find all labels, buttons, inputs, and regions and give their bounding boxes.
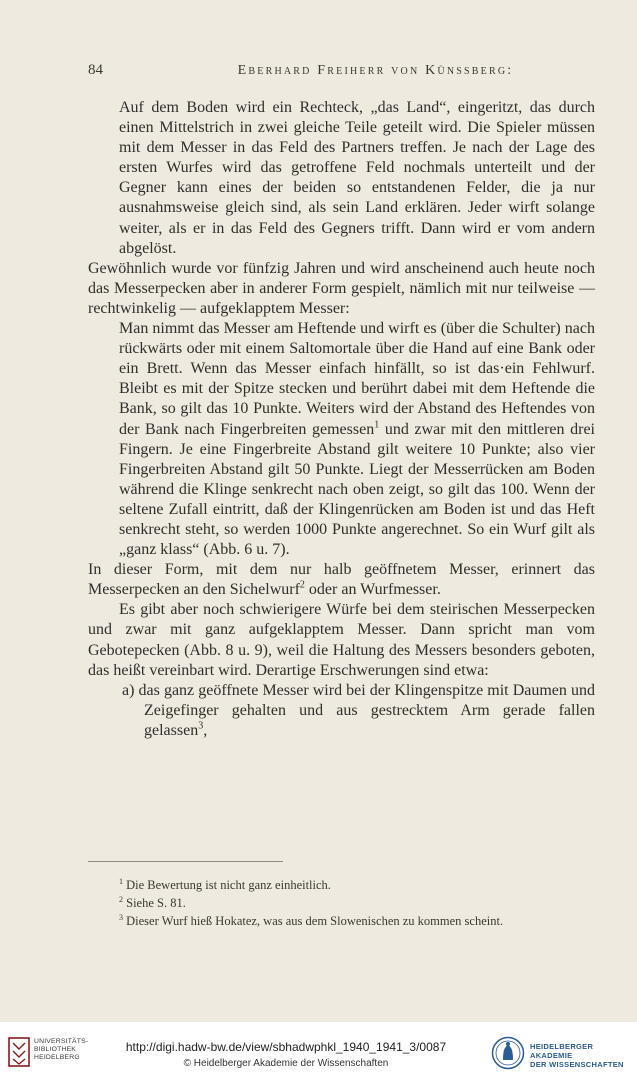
academy-name: HEIDELBERGER AKADEMIE DER WISSENSCHAFTEN bbox=[530, 1042, 624, 1069]
copyright-notice: © Heidelberger Akademie der Wissenschaften bbox=[183, 1058, 389, 1069]
paragraph-rules: Auf dem Boden wird ein Rechteck, „das Land“, eingeritzt, das durch einen Mittelstrich in zwei gleiche Teile geteilt wird. Die Spieler müssen mit dem Messer in das Feld des Partners treffen. Je nach der Lage des ersten Wurfes wird das getroffene Feld nochmals unterteilt und der Gegner kann eines der beiden so entstandenen Felder, die ja nur ausnahmsweise gleich sind, als sein Land erklären. Jeder wirft solange weiter, als er in das Feld des Gegners trifft. Dann wird er vom andern abgelöst. bbox=[119, 99, 595, 257]
paragraph-gebotepecken: Es gibt aber noch schwierigere Würfe bei dem steirischen Messerpecken und zwar mit ganz aufgeklapptem Messer. Dann spricht man vom Gebotepecken (Abb. 8 u. 9), weil die Haltung des Messers besonders geboten, das heißt vereinbart wird. Derartige Erschwerungen sind etwa: bbox=[88, 601, 595, 679]
footnote-ref-2[interactable]: 2 bbox=[299, 579, 305, 591]
paragraph-scoring: Man nimmt das Messer am Heftende und wirft es (über die Schulter) nach rückwärts oder mit einem Saltomortale über die Hand auf eine Bank oder ein Brett. Wenn das Messer einfach hinfällt, so ist das·ein Fehlwurf. Bleibt es mit der Spitze stecken und berührt dabei mit dem Heftende die Bank, so gilt das 10 Punkte. Weiters wird der Abstand des Heftendes von der Bank nach Fingerbreiten gemessen$^1$ und zwar mit den mittleren drei Fingern. Je eine Fingerbreite Abstand gilt weitere 10 Punkte; also vier Fingerbreiten Abstand gilt 50 Punkte. Liegt der Messerrücken am Boden während die Klinge senkrecht nach oben zeigt, so gilt das 100. Wenn der seltene Zufall eintritt, daß der Klingenrücken am Boden ist und das Heft senkrecht steht, so werden 1000 Punkte angerechnet. So ein Wurf gilt als „ganz klass“ (Abb. 6 u. 7). bbox=[119, 320, 595, 559]
footnote-1: $^1$ Die Bewertung ist nicht ganz einheitlich. bbox=[119, 876, 331, 892]
university-library-logo-icon[interactable] bbox=[8, 1037, 30, 1067]
footnote-ref-3[interactable]: 3 bbox=[198, 720, 204, 732]
page-header bbox=[88, 62, 593, 82]
main-text bbox=[88, 98, 595, 741]
paragraph-sichelwurf: In dieser Form, mit dem nur halb geöffnetem Messer, erinnert das Messerpecken an den Sichelwurf$^2$ oder an Wurfmesser. bbox=[88, 561, 595, 599]
university-library-name: UNIVERSITÄTS- BIBLIOTHEK HEIDELBERG bbox=[34, 1038, 89, 1061]
permalink-url[interactable]: http://digi.hadw-bw.de/view/sbhadwphkl_1940_1941_3/0087 bbox=[125, 1040, 447, 1054]
footnote-2: $^2$ Siehe S. 81. bbox=[119, 895, 186, 911]
running-title: Eberhard Freiherr von Künssberg: bbox=[237, 63, 514, 78]
footnote-ref-1[interactable]: 1 bbox=[374, 419, 380, 431]
paragraph-intro-variant: Gewöhnlich wurde vor fünfzig Jahren und wird anscheinend auch heute noch das Messerpecken aber in anderer Form gespielt, nämlich mit nur teilweise — rechtwinkelig — aufgeklapptem Messer: bbox=[88, 259, 595, 317]
footnote-3: $^3$ Dieser Wurf hieß Hokatez, was aus dem Slowenischen zu kommen scheint. bbox=[119, 913, 504, 929]
footnote-divider bbox=[88, 861, 283, 862]
academy-seal-icon[interactable] bbox=[491, 1036, 525, 1070]
page-number: 84 bbox=[88, 62, 103, 78]
list-item-a: a) das ganz geöffnete Messer wird bei der Klingenspitze mit Daumen und Zeigefinger gehalten und aus gestrecktem Arm gerade fallen gelassen$^3$, bbox=[122, 681, 595, 739]
footnotes bbox=[88, 876, 595, 931]
